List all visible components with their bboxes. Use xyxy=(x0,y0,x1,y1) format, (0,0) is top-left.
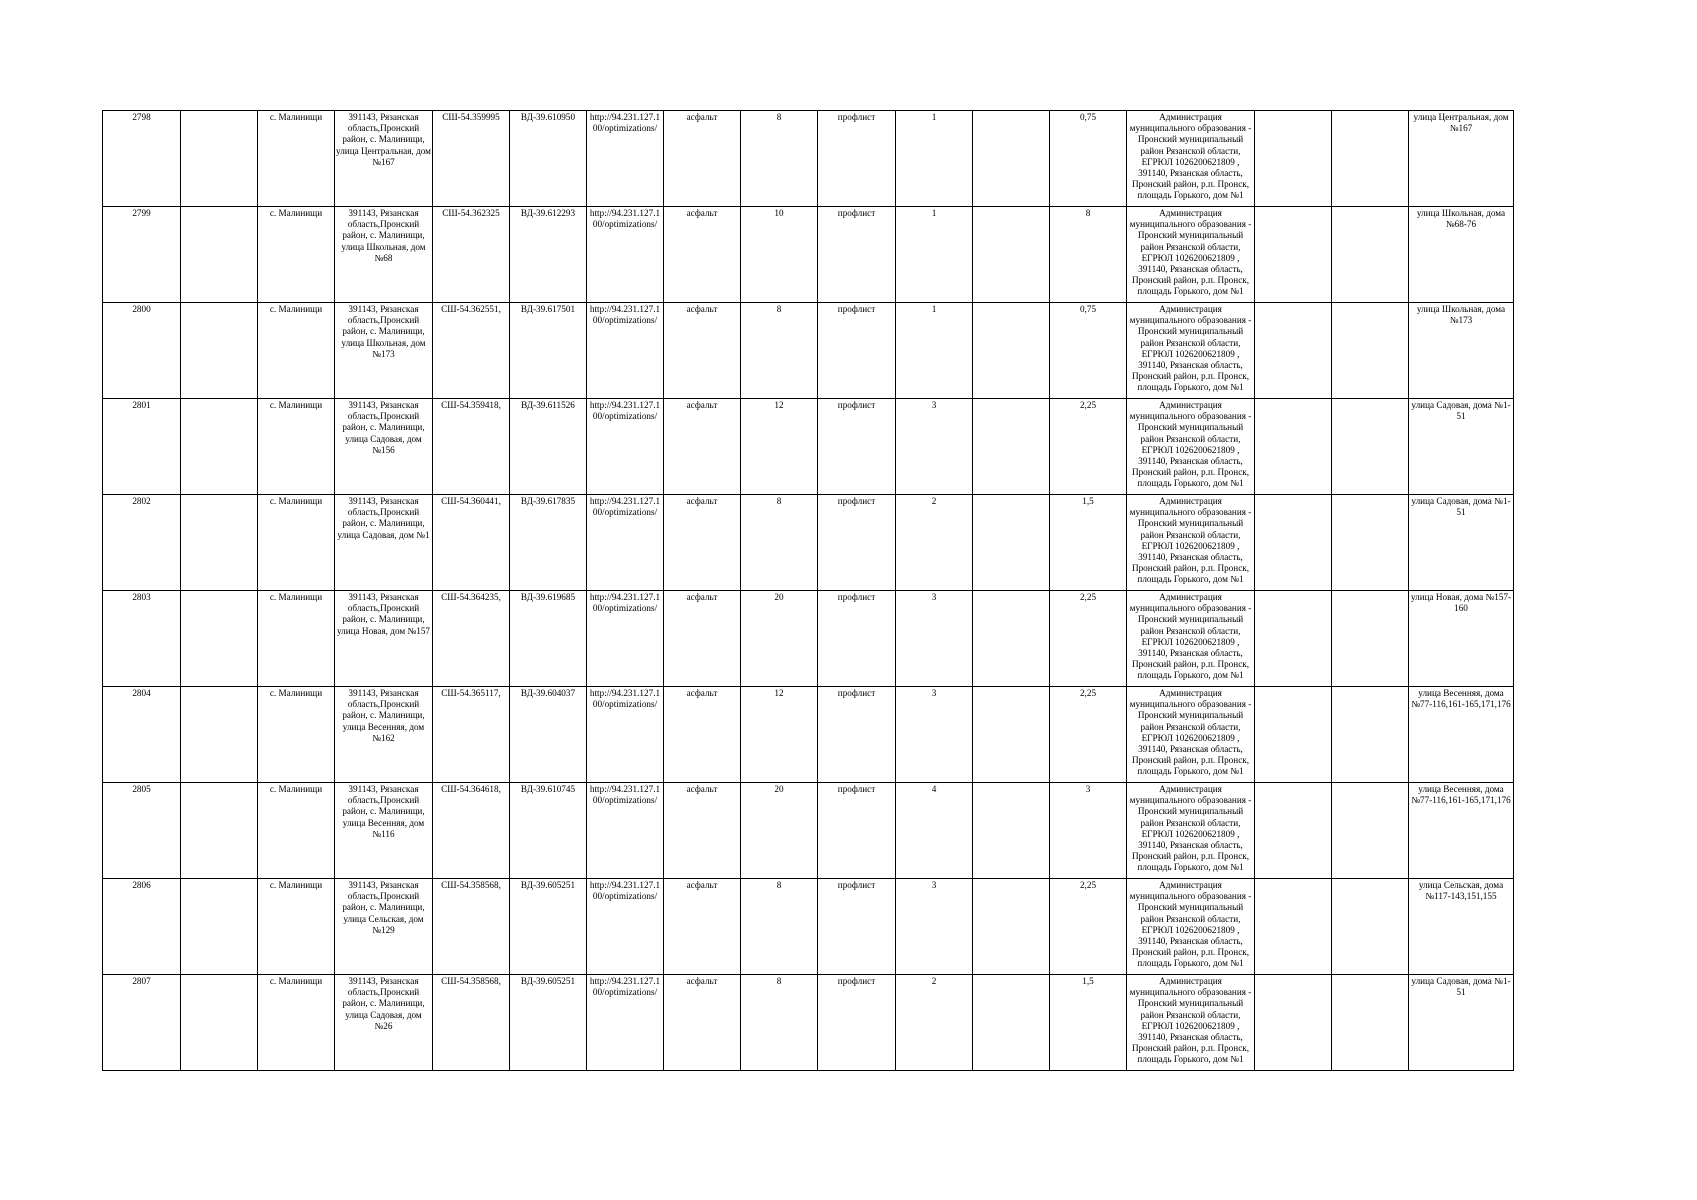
cell-fence: профлист xyxy=(818,687,896,783)
cell-containers: 2 xyxy=(896,495,973,591)
cell-area: 12 xyxy=(741,399,818,495)
cell-number: 2803 xyxy=(103,591,181,687)
cell-latitude: СШ-54.364235, xyxy=(433,591,510,687)
cell-owner: Администрация муниципального образования - Пронский муниципальный район Рязанской области, ЕГРЮЛ 1026200621809 , 391140, Рязанская область, Пронский район, р.п. Пронск, площадь Горького, дом №1 xyxy=(1127,687,1255,783)
cell-empty xyxy=(1332,207,1409,303)
cell-empty xyxy=(973,879,1050,975)
cell-url: http://94.231.127.100/optimizations/ xyxy=(587,783,664,879)
cell-containers: 2 xyxy=(896,975,973,1071)
cell-owner: Администрация муниципального образования - Пронский муниципальный район Рязанской области, ЕГРЮЛ 1026200621809 , 391140, Рязанская область, Пронский район, р.п. Пронск, площадь Горького, дом №1 xyxy=(1127,111,1255,207)
cell-area: 20 xyxy=(741,591,818,687)
cell-empty xyxy=(1332,687,1409,783)
cell-number: 2804 xyxy=(103,687,181,783)
cell-url: http://94.231.127.100/optimizations/ xyxy=(587,687,664,783)
cell-longitude: ВД-39.605251 xyxy=(510,975,587,1071)
cell-volume: 3 xyxy=(1050,783,1127,879)
cell-empty xyxy=(973,303,1050,399)
cell-latitude: СШ-54.362551, xyxy=(433,303,510,399)
cell-number: 2807 xyxy=(103,975,181,1071)
cell-owner: Администрация муниципального образования - Пронский муниципальный район Рязанской области, ЕГРЮЛ 1026200621809 , 391140, Рязанская область, Пронский район, р.п. Пронск, площадь Горького, дом №1 xyxy=(1127,207,1255,303)
cell-area: 20 xyxy=(741,783,818,879)
cell-fence: профлист xyxy=(818,591,896,687)
cell-latitude: СШ-54.359418, xyxy=(433,399,510,495)
cell-surface: асфальт xyxy=(664,687,741,783)
cell-longitude: ВД-39.610745 xyxy=(510,783,587,879)
cell-empty xyxy=(1255,495,1332,591)
cell-empty xyxy=(181,879,258,975)
registry-table xyxy=(102,110,1514,1071)
cell-address: 391143, Рязанская область,Пронский район, с. Малинищи, улица Школьная, дом №173 xyxy=(335,303,433,399)
cell-served-addresses: улица Школьная, дома №173 xyxy=(1409,303,1514,399)
cell-locality: с. Малинищи xyxy=(258,207,335,303)
cell-locality: с. Малинищи xyxy=(258,975,335,1071)
cell-url: http://94.231.127.100/optimizations/ xyxy=(587,303,664,399)
cell-number: 2799 xyxy=(103,207,181,303)
cell-locality: с. Малинищи xyxy=(258,399,335,495)
cell-containers: 3 xyxy=(896,687,973,783)
cell-empty xyxy=(181,303,258,399)
cell-empty xyxy=(1332,111,1409,207)
cell-locality: с. Малинищи xyxy=(258,879,335,975)
cell-area: 8 xyxy=(741,879,818,975)
cell-surface: асфальт xyxy=(664,495,741,591)
cell-volume: 2,25 xyxy=(1050,879,1127,975)
cell-empty xyxy=(1332,783,1409,879)
cell-url: http://94.231.127.100/optimizations/ xyxy=(587,399,664,495)
cell-latitude: СШ-54.358568, xyxy=(433,975,510,1071)
cell-owner: Администрация муниципального образования - Пронский муниципальный район Рязанской области, ЕГРЮЛ 1026200621809 , 391140, Рязанская область, Пронский район, р.п. Пронск, площадь Горького, дом №1 xyxy=(1127,975,1255,1071)
cell-address: 391143, Рязанская область,Пронский район, с. Малинищи, улица Садовая, дом №156 xyxy=(335,399,433,495)
cell-surface: асфальт xyxy=(664,783,741,879)
cell-address: 391143, Рязанская область,Пронский район, с. Малинищи, улица Сельская, дом №129 xyxy=(335,879,433,975)
cell-empty xyxy=(181,975,258,1071)
cell-address: 391143, Рязанская область,Пронский район, с. Малинищи, улица Весенняя, дом №162 xyxy=(335,687,433,783)
cell-latitude: СШ-54.360441, xyxy=(433,495,510,591)
cell-empty xyxy=(1255,879,1332,975)
cell-fence: профлист xyxy=(818,111,896,207)
cell-number: 2806 xyxy=(103,879,181,975)
cell-empty xyxy=(181,591,258,687)
cell-longitude: ВД-39.611526 xyxy=(510,399,587,495)
table-row xyxy=(103,591,1514,687)
cell-longitude: ВД-39.610950 xyxy=(510,111,587,207)
cell-volume: 2,25 xyxy=(1050,591,1127,687)
table-row xyxy=(103,303,1514,399)
table-row xyxy=(103,495,1514,591)
cell-empty xyxy=(973,975,1050,1071)
cell-volume: 2,25 xyxy=(1050,399,1127,495)
cell-owner: Администрация муниципального образования - Пронский муниципальный район Рязанской области, ЕГРЮЛ 1026200621809 , 391140, Рязанская область, Пронский район, р.п. Пронск, площадь Горького, дом №1 xyxy=(1127,591,1255,687)
cell-owner: Администрация муниципального образования - Пронский муниципальный район Рязанской области, ЕГРЮЛ 1026200621809 , 391140, Рязанская область, Пронский район, р.п. Пронск, площадь Горького, дом №1 xyxy=(1127,303,1255,399)
cell-number: 2798 xyxy=(103,111,181,207)
cell-number: 2800 xyxy=(103,303,181,399)
cell-owner: Администрация муниципального образования - Пронский муниципальный район Рязанской области, ЕГРЮЛ 1026200621809 , 391140, Рязанская область, Пронский район, р.п. Пронск, площадь Горького, дом №1 xyxy=(1127,783,1255,879)
cell-latitude: СШ-54.364618, xyxy=(433,783,510,879)
table-row xyxy=(103,783,1514,879)
table-row xyxy=(103,207,1514,303)
cell-served-addresses: улица Весенняя, дома №77-116,161-165,171,176 xyxy=(1409,783,1514,879)
cell-containers: 3 xyxy=(896,399,973,495)
cell-surface: асфальт xyxy=(664,111,741,207)
cell-locality: с. Малинищи xyxy=(258,111,335,207)
cell-fence: профлист xyxy=(818,783,896,879)
cell-empty xyxy=(1255,687,1332,783)
cell-served-addresses: улица Весенняя, дома №77-116,161-165,171,176 xyxy=(1409,687,1514,783)
cell-surface: асфальт xyxy=(664,303,741,399)
table-row xyxy=(103,399,1514,495)
cell-served-addresses: улица Садовая, дома №1-51 xyxy=(1409,975,1514,1071)
cell-empty xyxy=(1255,591,1332,687)
cell-served-addresses: улица Центральная, дом №167 xyxy=(1409,111,1514,207)
cell-containers: 1 xyxy=(896,207,973,303)
cell-empty xyxy=(181,399,258,495)
cell-fence: профлист xyxy=(818,975,896,1071)
cell-empty xyxy=(1332,303,1409,399)
cell-empty xyxy=(1255,303,1332,399)
table-row xyxy=(103,975,1514,1071)
cell-longitude: ВД-39.617501 xyxy=(510,303,587,399)
cell-volume: 8 xyxy=(1050,207,1127,303)
cell-latitude: СШ-54.358568, xyxy=(433,879,510,975)
cell-locality: с. Малинищи xyxy=(258,495,335,591)
cell-served-addresses: улица Садовая, дома №1-51 xyxy=(1409,399,1514,495)
cell-empty xyxy=(973,399,1050,495)
cell-served-addresses: улица Садовая, дома №1-51 xyxy=(1409,495,1514,591)
cell-longitude: ВД-39.605251 xyxy=(510,879,587,975)
cell-containers: 1 xyxy=(896,111,973,207)
cell-address: 391143, Рязанская область,Пронский район, с. Малинищи, улица Новая, дом №157 xyxy=(335,591,433,687)
cell-empty xyxy=(1332,975,1409,1071)
cell-owner: Администрация муниципального образования - Пронский муниципальный район Рязанской области, ЕГРЮЛ 1026200621809 , 391140, Рязанская область, Пронский район, р.п. Пронск, площадь Горького, дом №1 xyxy=(1127,879,1255,975)
cell-longitude: ВД-39.612293 xyxy=(510,207,587,303)
table-body xyxy=(103,111,1514,1071)
cell-latitude: СШ-54.359995 xyxy=(433,111,510,207)
cell-owner: Администрация муниципального образования - Пронский муниципальный район Рязанской области, ЕГРЮЛ 1026200621809 , 391140, Рязанская область, Пронский район, р.п. Пронск, площадь Горького, дом №1 xyxy=(1127,399,1255,495)
cell-empty xyxy=(973,495,1050,591)
cell-empty xyxy=(973,591,1050,687)
cell-url: http://94.231.127.100/optimizations/ xyxy=(587,879,664,975)
cell-empty xyxy=(181,207,258,303)
cell-volume: 0,75 xyxy=(1050,111,1127,207)
cell-url: http://94.231.127.100/optimizations/ xyxy=(587,495,664,591)
cell-latitude: СШ-54.362325 xyxy=(433,207,510,303)
cell-volume: 2,25 xyxy=(1050,687,1127,783)
cell-address: 391143, Рязанская область,Пронский район, с. Малинищи, улица Школьная, дом №68 xyxy=(335,207,433,303)
cell-locality: с. Малинищи xyxy=(258,591,335,687)
cell-surface: асфальт xyxy=(664,879,741,975)
cell-fence: профлист xyxy=(818,303,896,399)
cell-empty xyxy=(1255,975,1332,1071)
cell-served-addresses: улица Сельская, дома №117-143,151,155 xyxy=(1409,879,1514,975)
cell-url: http://94.231.127.100/optimizations/ xyxy=(587,591,664,687)
cell-address: 391143, Рязанская область,Пронский район, с. Малинищи, улица Весенняя, дом №116 xyxy=(335,783,433,879)
cell-locality: с. Малинищи xyxy=(258,687,335,783)
cell-address: 391143, Рязанская область,Пронский район, с. Малинищи, улица Садовая, дом №1 xyxy=(335,495,433,591)
cell-empty xyxy=(1255,399,1332,495)
cell-surface: асфальт xyxy=(664,399,741,495)
cell-fence: профлист xyxy=(818,399,896,495)
cell-empty xyxy=(1332,591,1409,687)
cell-empty xyxy=(1332,399,1409,495)
cell-locality: с. Малинищи xyxy=(258,303,335,399)
cell-area: 12 xyxy=(741,687,818,783)
cell-number: 2805 xyxy=(103,783,181,879)
cell-longitude: ВД-39.617835 xyxy=(510,495,587,591)
table-row xyxy=(103,111,1514,207)
cell-surface: асфальт xyxy=(664,975,741,1071)
cell-latitude: СШ-54.365117, xyxy=(433,687,510,783)
cell-empty xyxy=(181,495,258,591)
cell-longitude: ВД-39.619685 xyxy=(510,591,587,687)
cell-longitude: ВД-39.604037 xyxy=(510,687,587,783)
cell-url: http://94.231.127.100/optimizations/ xyxy=(587,207,664,303)
cell-volume: 1,5 xyxy=(1050,975,1127,1071)
cell-number: 2802 xyxy=(103,495,181,591)
cell-empty xyxy=(973,783,1050,879)
cell-served-addresses: улица Новая, дома №157-160 xyxy=(1409,591,1514,687)
cell-fence: профлист xyxy=(818,207,896,303)
cell-empty xyxy=(1332,495,1409,591)
cell-url: http://94.231.127.100/optimizations/ xyxy=(587,111,664,207)
cell-empty xyxy=(1255,783,1332,879)
cell-address: 391143, Рязанская область,Пронский район, с. Малинищи, улица Садовая, дом №26 xyxy=(335,975,433,1071)
cell-area: 8 xyxy=(741,111,818,207)
cell-empty xyxy=(181,687,258,783)
cell-empty xyxy=(1255,111,1332,207)
cell-empty xyxy=(973,111,1050,207)
cell-url: http://94.231.127.100/optimizations/ xyxy=(587,975,664,1071)
cell-surface: асфальт xyxy=(664,207,741,303)
cell-volume: 1,5 xyxy=(1050,495,1127,591)
cell-fence: профлист xyxy=(818,879,896,975)
cell-empty xyxy=(181,111,258,207)
cell-fence: профлист xyxy=(818,495,896,591)
cell-surface: асфальт xyxy=(664,591,741,687)
cell-empty xyxy=(973,687,1050,783)
cell-volume: 0,75 xyxy=(1050,303,1127,399)
cell-area: 8 xyxy=(741,495,818,591)
cell-empty xyxy=(973,207,1050,303)
cell-area: 8 xyxy=(741,975,818,1071)
cell-containers: 1 xyxy=(896,303,973,399)
cell-number: 2801 xyxy=(103,399,181,495)
cell-address: 391143, Рязанская область,Пронский район, с. Малинищи, улица Центральная, дом №167 xyxy=(335,111,433,207)
cell-containers: 4 xyxy=(896,783,973,879)
cell-area: 10 xyxy=(741,207,818,303)
cell-served-addresses: улица Школьная, дома №68-76 xyxy=(1409,207,1514,303)
cell-empty xyxy=(1332,879,1409,975)
cell-containers: 3 xyxy=(896,591,973,687)
table-row xyxy=(103,687,1514,783)
cell-empty xyxy=(181,783,258,879)
cell-owner: Администрация муниципального образования - Пронский муниципальный район Рязанской области, ЕГРЮЛ 1026200621809 , 391140, Рязанская область, Пронский район, р.п. Пронск, площадь Горького, дом №1 xyxy=(1127,495,1255,591)
cell-empty xyxy=(1255,207,1332,303)
cell-locality: с. Малинищи xyxy=(258,783,335,879)
cell-area: 8 xyxy=(741,303,818,399)
cell-containers: 3 xyxy=(896,879,973,975)
table-row xyxy=(103,879,1514,975)
